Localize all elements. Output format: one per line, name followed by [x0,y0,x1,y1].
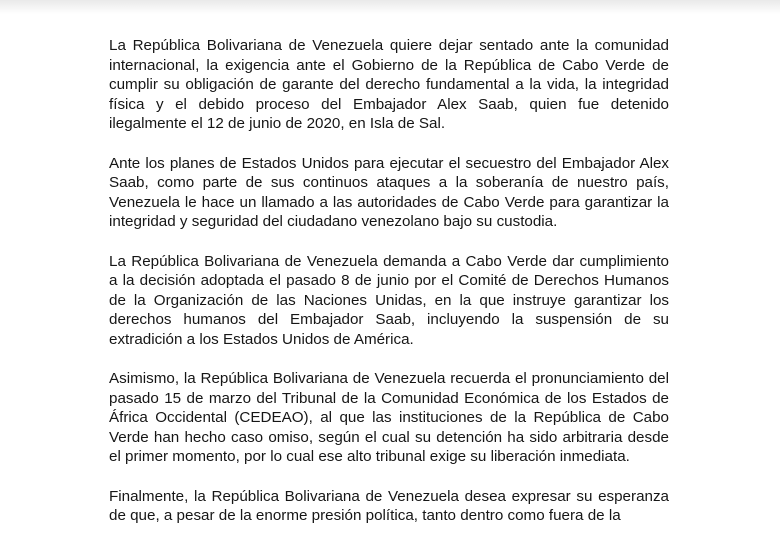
paragraph-2: Ante los planes de Estados Unidos para ejecutar el secuestro del Embajador Alex Saab, como parte de sus continuos ataques a la soberanía de nuestro país, Venezuela le hace un llamado a las autoridades de Cabo Verde para garantizar la integridad y seguridad del ciudadano venezolano bajo su custodia. [109,154,669,231]
top-edge-shadow [0,0,780,14]
paragraph-5: Finalmente, la República Bolivariana de Venezuela desea expresar su esperanza de que, a pesar de la enorme presión política, tanto dentro como fuera de la [109,487,669,525]
paragraph-4: Asimismo, la República Bolivariana de Venezuela recuerda el pronunciamiento del pasado 15 de marzo del Tribunal de la Comunidad Económica de los Estados de África Occidental (CEDEAO), al que las instituciones de la República de Cabo Verde han hecho caso omiso, según el cual su detención ha sido arbitraria desde el primer momento, por lo cual ese alto tribunal exige su liberación inmediata. [109,370,669,466]
statement-body [109,36,669,545]
paragraph-3: La República Bolivariana de Venezuela demanda a Cabo Verde dar cumplimiento a la decisión adoptada el pasado 8 de junio por el Comité de Derechos Humanos de la Organización de las Naciones Unidas, en la que instruye garantizar los derechos humanos del Embajador Saab, incluyendo la suspensión de su extradición a los Estados Unidos de América. [109,252,669,348]
paragraph-1: La República Bolivariana de Venezuela quiere dejar sentado ante la comunidad internacional, la exigencia ante el Gobierno de la República de Cabo Verde de cumplir su obligación de garante del derecho fundamental a la vida, la integridad física y el debido proceso del Embajador Alex Saab, quien fue detenido ilegalmente el 12 de junio de 2020, en Isla de Sal. [109,37,669,133]
